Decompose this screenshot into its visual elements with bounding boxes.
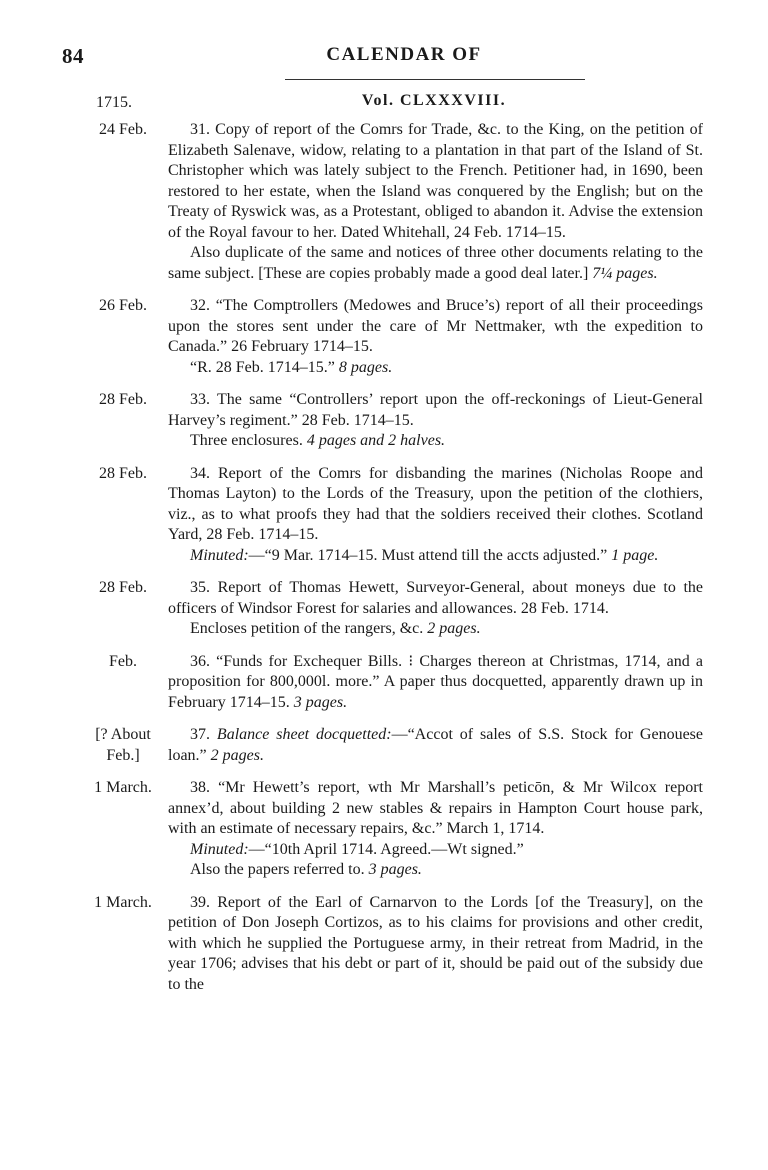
entry-date: 26 Feb. (99, 297, 147, 314)
entry-text: Also duplicate of the same and notices of three other documents relating to the same subject. [These are copies probably made a good deal later.] (168, 244, 703, 282)
entry-text: “R. 28 Feb. 1714–15.” (190, 358, 339, 376)
page-count: 7¼ pages. (592, 264, 658, 282)
entry-text: 33. The same “Controllers’ report upon the off-reckonings of Lieut-General Harvey’s regiment.” 28 Feb. 1714–15. (168, 391, 703, 429)
entry-text: 34. Report of the Comrs for disbanding the marines (Nicholas Roope and Thomas Layton) to the Lords of the Treasury, upon the petition of the clothiers, viz., as to what proofs they had that the soldiers received their clothes. Scotland Yard, 28 Feb. 1714–15. (168, 464, 703, 543)
page-count: 3 pages. (368, 861, 422, 878)
volume-heading: Vol. CLXXXVIII. (361, 92, 507, 109)
page-count: 2 pages. (210, 746, 264, 764)
entry-body (168, 578, 703, 640)
entry-33 (0, 390, 768, 452)
entry-text: 36. “Funds for Exchequer Bills. ⁝ Charges thereon at Christmas, 1714, and a proposition for 800,000l. more.” A paper thus docquetted, apparently drawn up in February 1714–15. (168, 652, 703, 711)
minuted-text: —“9 Mar. 1714–15. Must attend till the accts adjusted.” (248, 546, 612, 564)
entry-date (0, 725, 168, 766)
page-count: 1 page. (611, 546, 659, 564)
entry-32 (0, 296, 768, 378)
entry-body (168, 725, 703, 766)
minuted-text: —“10th April 1714. Agreed.—Wt signed.” (248, 840, 524, 858)
entry-date: 1 March. (94, 779, 152, 796)
page-count: 3 pages. (293, 693, 348, 711)
entry-text: 38. “Mr Hewett’s report, wth Mr Marshall’s peticōn, & Mr Wilcox report annex’d, about building 2 new stables & repairs in Hampton Court house park, with an estimate of necessary repairs, &c.” March 1, 1714. (168, 779, 703, 837)
entry-36 (0, 652, 768, 714)
entry-date: 28 Feb. (99, 464, 147, 482)
page-count: 4 pages and 2 halves. (306, 432, 446, 449)
entry-number: 37. (190, 726, 217, 743)
entry-date: 28 Feb. (99, 391, 147, 408)
entry-37 (0, 725, 768, 766)
entry-body (168, 120, 703, 284)
entry-body (168, 893, 703, 996)
header-rule (285, 79, 585, 80)
entry-body (168, 652, 703, 714)
minuted-label: Minuted: (190, 546, 249, 564)
entry-date: Feb. (109, 652, 137, 670)
entry-date: 1 March. (94, 893, 152, 911)
entry-text: Three enclosures. (190, 432, 307, 449)
year-label: 1715. (96, 94, 132, 111)
entry-text: Encloses petition of the rangers, &c. (190, 620, 428, 637)
entry-body (168, 464, 703, 567)
entry-body (168, 390, 703, 452)
entry-date: 28 Feb. (99, 579, 147, 596)
entry-34 (0, 464, 768, 567)
entry-39 (0, 893, 768, 996)
page-count: 2 pages. (427, 620, 481, 637)
entry-date-line: [? About (95, 726, 151, 743)
entry-body (168, 296, 703, 378)
calendar-entries (0, 120, 768, 1007)
entry-text: Also the papers referred to. (190, 861, 369, 878)
entry-31 (0, 120, 768, 284)
entry-date: 24 Feb. (99, 121, 147, 138)
page-count: 8 pages. (338, 358, 393, 376)
docquet-label: Balance sheet docquetted: (216, 726, 392, 743)
entry-text: 35. Report of Thomas Hewett, Surveyor-General, about moneys due to the officers of Windsor Forest for salaries and allowances. 28 Feb. 1714. (168, 579, 703, 617)
entry-text: —“Accot of sales of S.S. Stock for Genouese loan.” (168, 726, 704, 764)
entry-date-line: Feb.] (106, 746, 140, 764)
entry-38 (0, 778, 768, 881)
running-head: CALENDAR OF (326, 44, 482, 65)
entry-35 (0, 578, 768, 640)
page-number: 84 (62, 44, 84, 68)
minuted-label: Minuted: (190, 840, 249, 858)
entry-text: 32. “The Comptrollers (Medowes and Bruce’s) report of all their proceedings upon the stores sent under the care of Mr Nettmaker, wth the expedition to Canada.” 26 February 1714–15. (168, 297, 703, 355)
entry-body (168, 778, 703, 881)
entry-text: 31. Copy of report of the Comrs for Trade, &c. to the King, on the petition of Elizabeth Salenave, widow, relating to a plantation in that part of the Island of St. Christopher which was lately subject to the French. Petitioner had, in 1690, been restored to her estate, when the Island was conquered by the English; but on the Treaty of Ryswick was, as a Protestant, obliged to abandon it. Advise the extension of the Royal favour to her. Dated Whitehall, 24 Feb. 1714–15. (168, 121, 703, 241)
entry-text: 39. Report of the Earl of Carnarvon to the Lords [of the Treasury], on the petition of Don Joseph Cortizos, as to his claims for provisions and other credit, with which he supplied the Portuguese army, in their retreat from Madrid, in the year 1706; advises that his debt or part of it, should be paid out of the subsidy due to the (168, 893, 703, 993)
